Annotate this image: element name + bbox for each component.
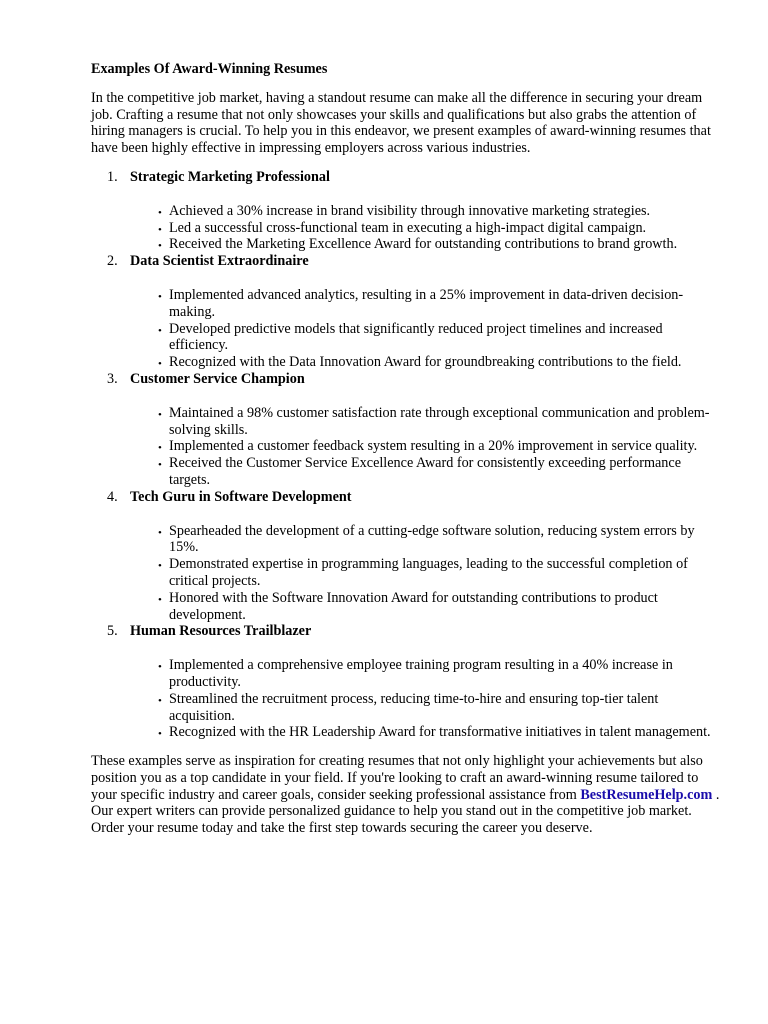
bullet-icon: • (158, 694, 162, 707)
bullet-text: Led a successful cross-functional team in executing a high-impact digital campaign. (169, 219, 647, 236)
bullet-item (130, 455, 720, 489)
section-title: Strategic Marketing Professional (130, 168, 330, 185)
bullet-text: Implemented a customer feedback system resulting in a 20% improvement in service quality. (169, 438, 698, 455)
section-number: 1. (107, 168, 118, 185)
bullet-text: Maintained a 98% customer satisfaction rate through exceptional communication and problem-solving skills. (169, 404, 710, 438)
section-number: 5. (107, 623, 118, 640)
bullet-text: Recognized with the Data Innovation Award for groundbreaking contributions to the field. (169, 354, 682, 371)
resume-section (91, 623, 720, 741)
bullet-icon: • (158, 206, 162, 219)
bullet-text: Implemented a comprehensive employee training program resulting in a 40% increase in productivity. (169, 657, 673, 690)
bullet-item (130, 321, 720, 355)
outro-paragraph (91, 753, 720, 837)
bullet-text: Streamlined the recruitment process, reducing time-to-hire and ensuring top-tier talent acquisition. (169, 690, 659, 724)
bullet-text: Achieved a 30% increase in brand visibility through innovative marketing strategies. (169, 202, 651, 219)
bullet-item (130, 236, 720, 253)
bullet-item (130, 691, 720, 725)
bullet-icon: • (158, 560, 162, 573)
section-title: Customer Service Champion (130, 370, 305, 387)
section-title: Tech Guru in Software Development (130, 488, 352, 505)
bullet-icon: • (158, 290, 162, 303)
resume-section (91, 371, 720, 489)
bullet-icon: • (158, 593, 162, 606)
bullet-icon: • (158, 324, 162, 337)
bullet-icon: • (158, 442, 162, 455)
bullet-item (130, 438, 720, 455)
bullet-item (130, 287, 720, 321)
document-title: Examples Of Award-Winning Resumes (91, 61, 328, 77)
section-title: Human Resources Trailblazer (130, 623, 312, 640)
outro-text-start: These examples serve as inspiration for creating resumes that not only highlight your achievements but also position you as a top candidate in your field. If you're looking to craft an award-winning resume tailored to your specific industry and career goals, consider seeking professional assistance from (91, 753, 703, 803)
bullet-item (130, 556, 720, 590)
bullet-icon: • (158, 240, 162, 253)
bullet-text: Honored with the Software Innovation Award for outstanding contributions to product development. (169, 589, 658, 623)
bullet-text: Received the Marketing Excellence Award for outstanding contributions to brand growth. (169, 236, 678, 253)
bullet-icon: • (158, 661, 162, 674)
bullet-text: Developed predictive models that significantly reduced project timelines and increased efficiency. (169, 320, 663, 354)
bullet-list (130, 657, 720, 741)
resume-section (91, 489, 720, 624)
section-title: Data Scientist Extraordinaire (130, 253, 309, 270)
best-resume-help-link[interactable]: BestResumeHelp.com (580, 786, 713, 803)
bullet-item (130, 405, 720, 439)
bullet-text: Spearheaded the development of a cutting-edge software solution, reducing system errors by 15%. (169, 522, 695, 556)
bullet-text: Recognized with the HR Leadership Award for transformative initiatives in talent management. (169, 724, 711, 741)
section-number: 2. (107, 253, 118, 270)
bullet-icon: • (158, 408, 162, 421)
bullet-item (130, 657, 720, 691)
section-number: 4. (107, 488, 118, 505)
award-resume-list (91, 169, 720, 741)
bullet-list (130, 287, 720, 371)
bullet-item (130, 203, 720, 220)
bullet-icon: • (158, 223, 162, 236)
bullet-list (130, 203, 720, 253)
bullet-icon: • (158, 358, 162, 371)
bullet-item (130, 590, 720, 624)
bullet-list (130, 523, 720, 624)
bullet-text: Received the Customer Service Excellence Award for consistently exceeding performance targets. (169, 455, 681, 488)
outro-text-end: . Our expert writers can provide personalized guidance to help you stand out in the competitive job market. Order your resume today and take the first step towards securing the career you deserve. (91, 786, 720, 837)
intro-paragraph: In the competitive job market, having a standout resume can make all the difference in securing your dream job. Crafting a resume that not only showcases your skills and qualifications but also grabs the attention of hiring managers is crucial. To help you in this endeavor, we present examples of award-winning resumes that have been highly effective in impressing employers across various industries. (91, 89, 711, 157)
bullet-icon: • (158, 728, 162, 741)
bullet-item (130, 724, 720, 741)
bullet-icon: • (158, 459, 162, 472)
bullet-text: Implemented advanced analytics, resulting in a 25% improvement in data-driven decision-making. (169, 286, 684, 320)
bullet-item (130, 220, 720, 237)
bullet-list (130, 405, 720, 489)
resume-section (91, 253, 720, 371)
bullet-icon: • (158, 526, 162, 539)
bullet-item (130, 523, 720, 557)
section-number: 3. (107, 370, 118, 387)
bullet-item (130, 354, 720, 371)
resume-section (91, 169, 720, 253)
bullet-text: Demonstrated expertise in programming languages, leading to the successful completion of critical projects. (169, 556, 688, 589)
